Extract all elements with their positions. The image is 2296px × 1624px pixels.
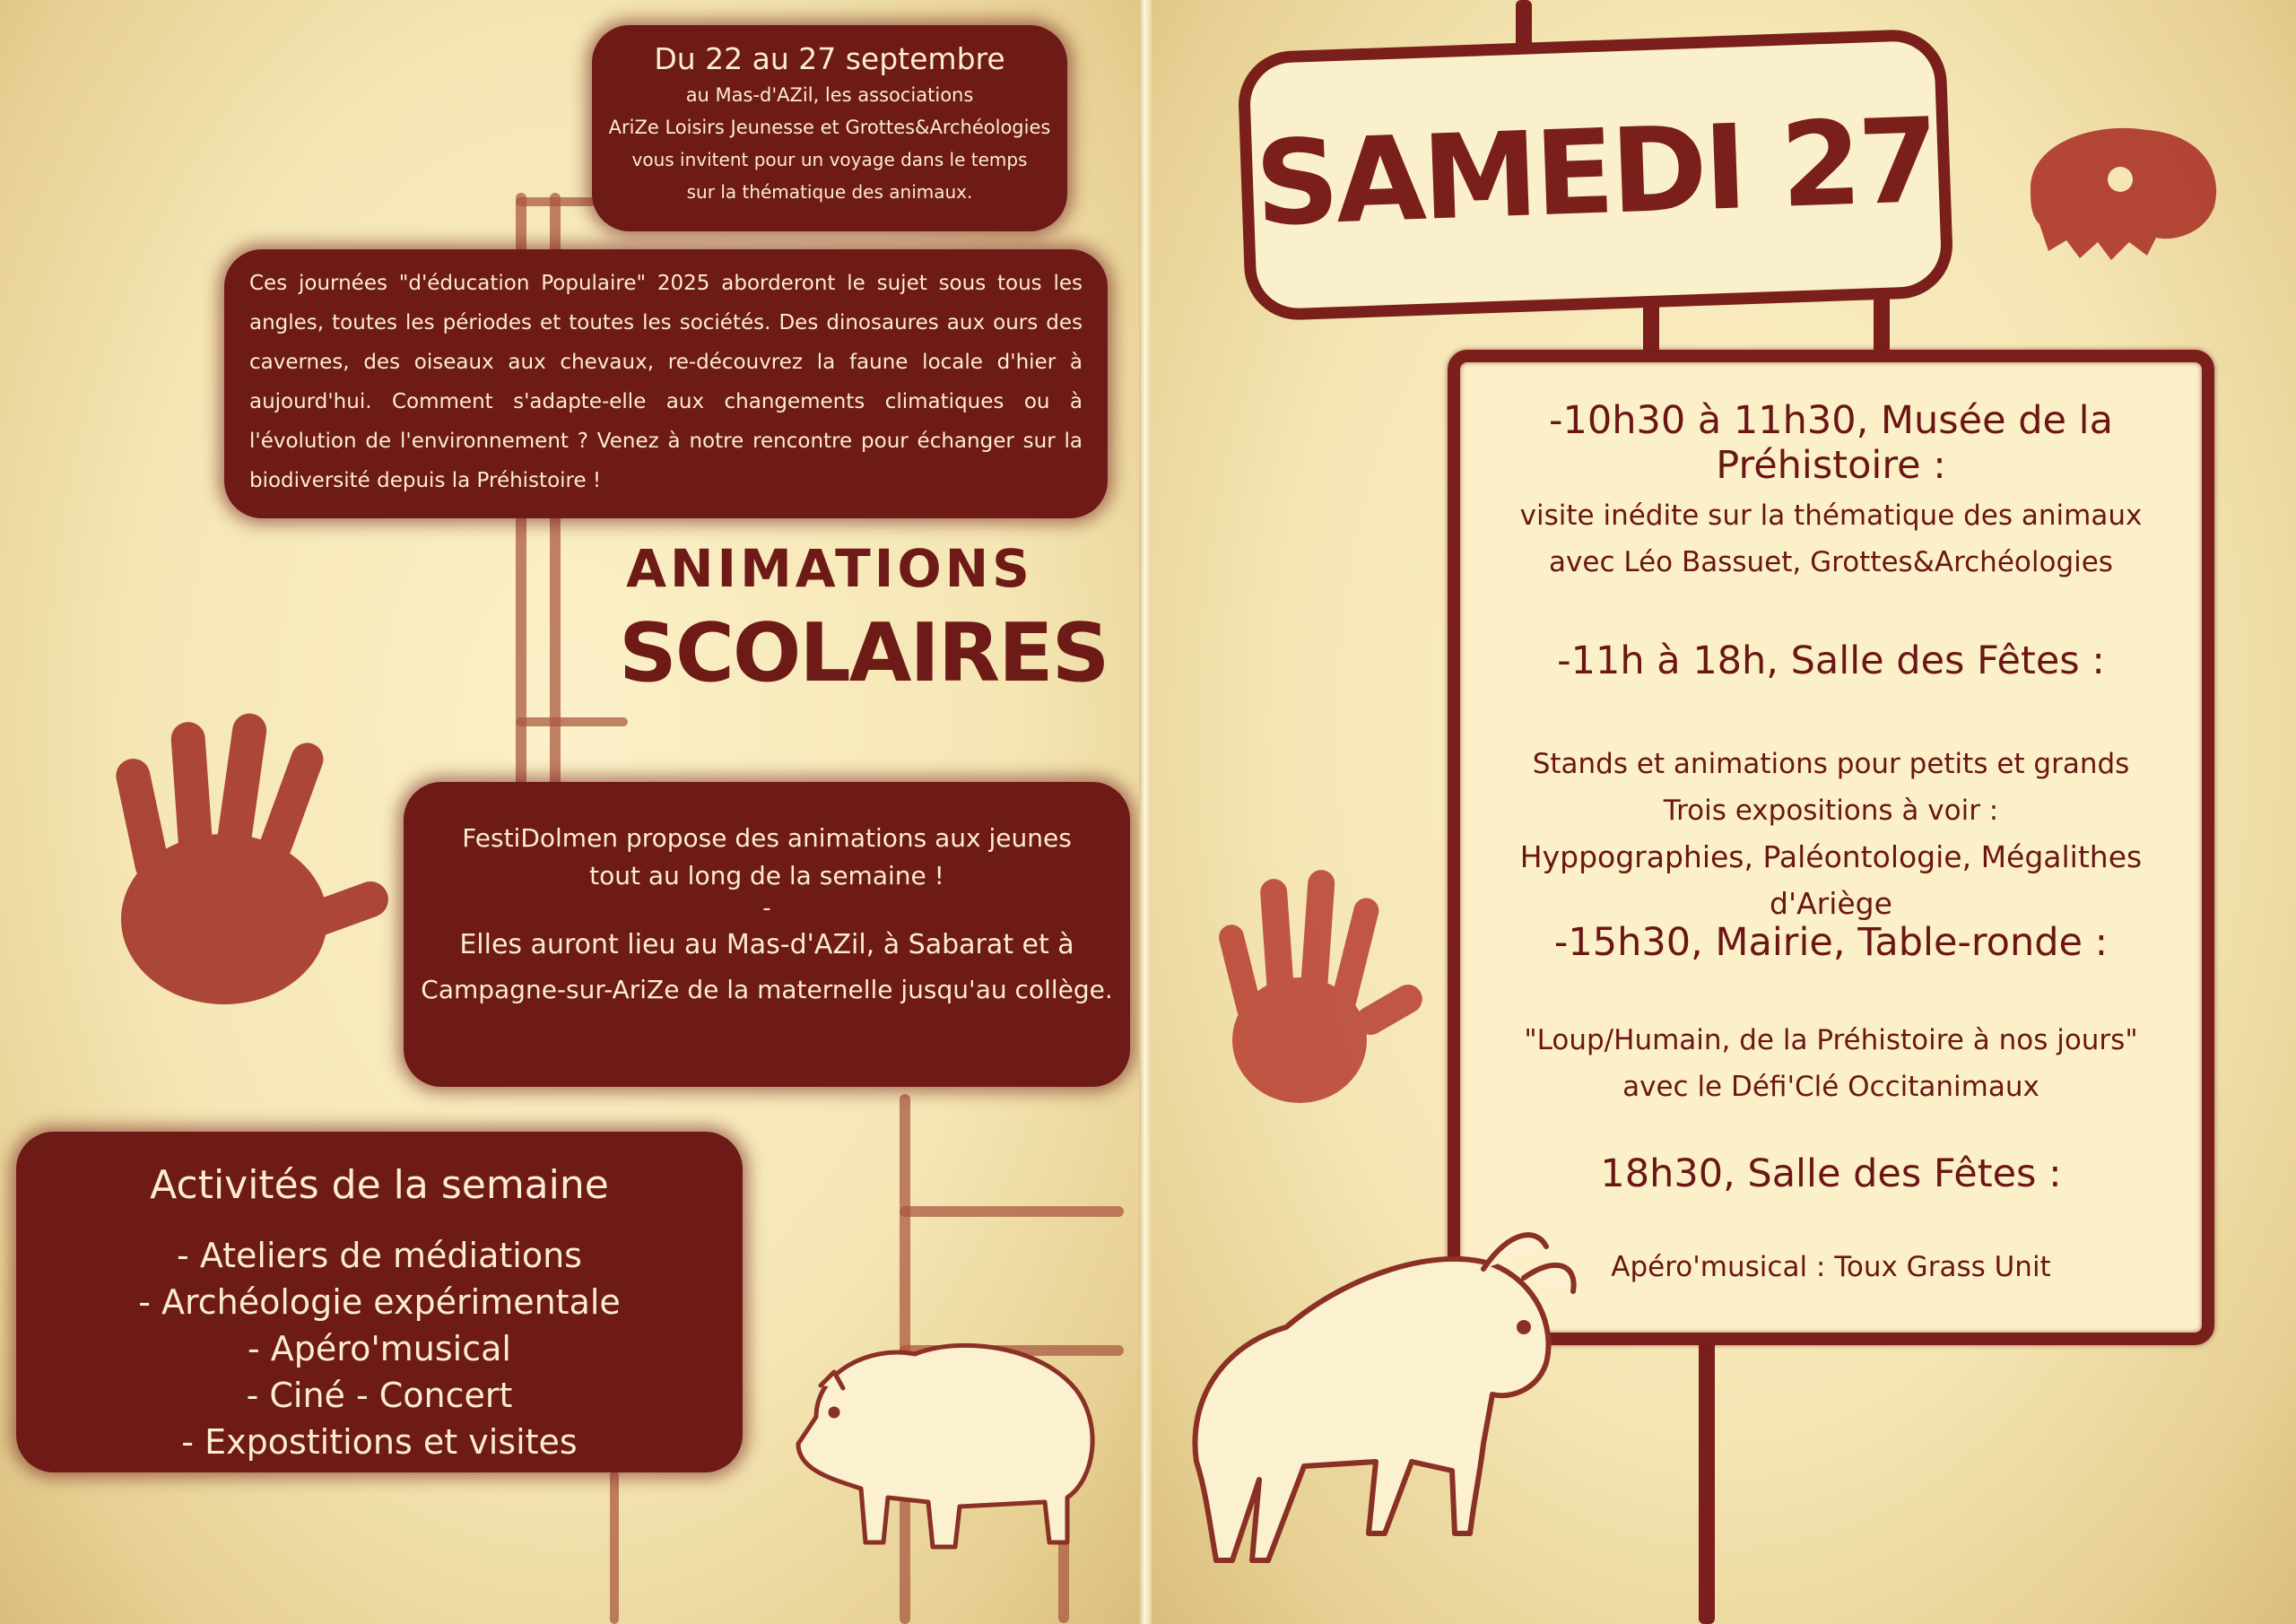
schedule-heading: -10h30 à 11h30, Musée de la Préhistoire :: [1549, 398, 2113, 488]
activity-item: - Ciné - Concert: [246, 1376, 513, 1415]
sign-title: SAMEDI 27: [1253, 91, 1938, 253]
intro-line: vous invitent pour un voyage dans le temps: [631, 149, 1028, 170]
right-panel: [1152, 0, 2296, 1624]
center-fold: [1139, 0, 1152, 1624]
schedule-detail: Stands et animations pour petits et grands: [1532, 748, 2130, 780]
sign-post: [1699, 1336, 1715, 1624]
animations-title-line1: ANIMATIONS: [626, 538, 1033, 599]
bear-icon: [780, 1318, 1112, 1560]
activities-box: [16, 1132, 743, 1472]
intro-line: sur la thématique des animaux.: [686, 181, 973, 203]
school-line: Campagne-sur-AriZe de la maternelle jusqu'au collège.: [421, 975, 1113, 1004]
intro-dates: Du 22 au 27 septembre: [654, 41, 1005, 76]
activity-item: - Ateliers de médiations: [177, 1236, 582, 1275]
activity-item: - Archéologie expérimentale: [138, 1282, 621, 1322]
intro-box: [592, 25, 1067, 231]
schedule-heading: -15h30, Mairie, Table-ronde :: [1553, 920, 2109, 965]
school-separator: -: [762, 895, 771, 922]
description-text: Ces journées "d'éducation Populaire" 2025 aborderont le sujet sous tous les angles, toutes les périodes et toutes les sociétés. Des dinosaures aux ours des cavernes, des oiseaux aux chevaux, re-découvrez la faune locale d'hier à aujourd'hui. Comment s'adapte-elle aux changements climatiques ou à l'évolution de l'environnement ? Venez à notre rencontre pour échanger sur la biodiversité depuis la Préhistoire !: [249, 272, 1083, 492]
schedule-detail: Apéro'musical : Toux Grass Unit: [1611, 1251, 2051, 1283]
activities-title: Activités de la semaine: [150, 1162, 609, 1208]
animations-title-line2: SCOLAIRES: [619, 606, 1109, 700]
schedule-detail: visite inédite sur la thématique des animaux: [1519, 499, 2143, 532]
schedule-heading: -11h à 18h, Salle des Fêtes :: [1557, 638, 2105, 683]
school-line: FestiDolmen propose des animations aux jeunes: [462, 823, 1072, 853]
description-box: [224, 249, 1108, 518]
intro-line: AriZe Loisirs Jeunesse et Grottes&Archéologies: [608, 117, 1051, 138]
school-box: [404, 782, 1130, 1087]
handprint-icon: [54, 695, 395, 1036]
handprint-icon: [1192, 861, 1425, 1130]
animations-title: [619, 538, 1109, 700]
ladder-post: [610, 1471, 619, 1624]
schedule-detail: avec le Défi'Clé Occitanimaux: [1622, 1071, 2039, 1103]
schedule-detail: Trois expositions à voir :: [1663, 795, 1999, 827]
schedule-detail: "Loup/Humain, de la Préhistoire à nos jours": [1524, 1024, 2138, 1056]
intro-line: au Mas-d'AZil, les associations: [685, 84, 974, 106]
schedule-heading: 18h30, Salle des Fêtes :: [1600, 1151, 2062, 1196]
ladder-rung: [516, 717, 628, 726]
ladder-rung: [900, 1206, 1124, 1217]
school-line: Elles auront lieu au Mas-d'AZil, à Sabarat et à: [459, 929, 1074, 960]
left-panel: [0, 0, 1139, 1624]
bison-icon: [1170, 1193, 1582, 1578]
skull-icon: [2013, 108, 2228, 269]
school-line: tout au long de la semaine !: [589, 861, 944, 890]
schedule-detail: Hyppographies, Paléontologie, Mégalithes d'Ariège: [1519, 839, 2143, 921]
schedule-detail: avec Léo Bassuet, Grottes&Archéologies: [1549, 546, 2113, 578]
title-sign: [1237, 28, 1954, 321]
activity-item: - Expostitions et visites: [181, 1422, 578, 1462]
activity-item: - Apéro'musical: [248, 1329, 511, 1368]
